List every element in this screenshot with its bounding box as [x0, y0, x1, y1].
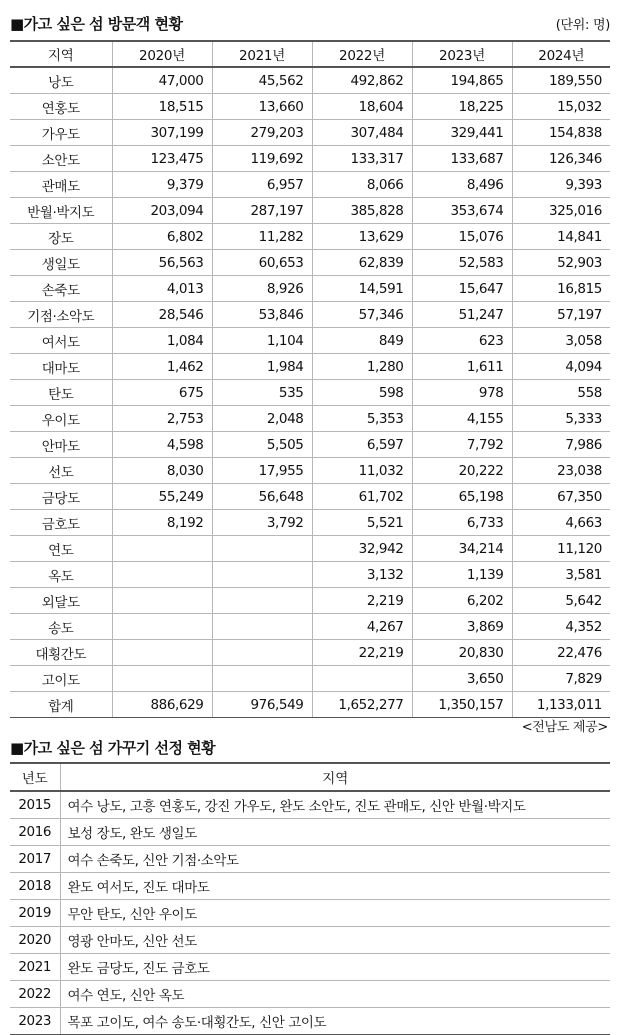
visitor-count-cell: 28,546 [112, 302, 212, 328]
visitor-count-cell: 3,132 [312, 562, 412, 588]
region-cell: 송도 [10, 614, 112, 640]
region-cell: 생일도 [10, 250, 112, 276]
visitor-count-cell: 4,094 [512, 354, 610, 380]
visitor-count-cell: 623 [412, 328, 512, 354]
table-row [10, 67, 610, 94]
visitor-count-cell: 287,197 [212, 198, 312, 224]
visitor-count-cell: 7,792 [412, 432, 512, 458]
visitor-count-cell: 133,687 [412, 146, 512, 172]
visitor-count-cell: 9,393 [512, 172, 610, 198]
region-cell: 낭도 [10, 67, 112, 94]
visitor-count-cell [112, 666, 212, 692]
region-cell: 관매도 [10, 172, 112, 198]
selection-section-header [10, 734, 610, 760]
table-row [10, 484, 610, 510]
visitor-count-cell: 8,192 [112, 510, 212, 536]
region-cell: 연도 [10, 536, 112, 562]
region-cell: 선도 [10, 458, 112, 484]
visitor-count-cell: 675 [112, 380, 212, 406]
visitor-count-cell: 325,016 [512, 198, 610, 224]
visitor-count-cell: 18,515 [112, 94, 212, 120]
visitor-count-cell: 5,353 [312, 406, 412, 432]
table-row [10, 302, 610, 328]
visitor-count-cell: 53,846 [212, 302, 312, 328]
visitor-count-cell: 2,753 [112, 406, 212, 432]
visitor-count-cell: 2,048 [212, 406, 312, 432]
visitor-count-cell: 7,986 [512, 432, 610, 458]
table-row [10, 614, 610, 640]
visitor-count-cell: 307,484 [312, 120, 412, 146]
table-row [10, 846, 610, 873]
total-label: 합계 [10, 692, 112, 718]
table-row [10, 146, 610, 172]
visitor-count-cell [112, 640, 212, 666]
visitors-table [10, 40, 610, 718]
visitor-count-cell [212, 562, 312, 588]
visitor-count-cell: 279,203 [212, 120, 312, 146]
table-row [10, 873, 610, 900]
table-row [10, 120, 610, 146]
year-cell: 2016 [10, 819, 60, 846]
visitor-count-cell: 492,862 [312, 67, 412, 94]
visitor-count-cell [212, 614, 312, 640]
visitor-count-cell [112, 588, 212, 614]
visitor-count-cell: 67,350 [512, 484, 610, 510]
total-value: 886,629 [112, 692, 212, 718]
table-row [10, 640, 610, 666]
visitor-count-cell [212, 588, 312, 614]
visitor-count-cell: 4,663 [512, 510, 610, 536]
visitor-count-cell: 3,650 [412, 666, 512, 692]
selected-areas-cell: 영광 안마도, 신안 선도 [60, 927, 610, 954]
visitor-count-cell: 14,841 [512, 224, 610, 250]
visitor-count-cell: 3,058 [512, 328, 610, 354]
table-row [10, 666, 610, 692]
table-row [10, 354, 610, 380]
visitors-section-header [10, 10, 610, 36]
visitor-count-cell: 56,648 [212, 484, 312, 510]
region-cell: 외달도 [10, 588, 112, 614]
region-cell: 옥도 [10, 562, 112, 588]
visitor-count-cell: 1,104 [212, 328, 312, 354]
region-cell: 가우도 [10, 120, 112, 146]
col-header-2024: 2024년 [512, 41, 610, 67]
year-cell: 2018 [10, 873, 60, 900]
visitor-count-cell: 57,346 [312, 302, 412, 328]
table-row [10, 588, 610, 614]
table-row [10, 791, 610, 819]
visitor-count-cell: 1,462 [112, 354, 212, 380]
year-cell: 2022 [10, 981, 60, 1008]
year-cell: 2015 [10, 791, 60, 819]
total-row [10, 692, 610, 718]
visitor-count-cell: 329,441 [412, 120, 512, 146]
visitor-count-cell: 598 [312, 380, 412, 406]
table-row [10, 276, 610, 302]
visitor-count-cell: 535 [212, 380, 312, 406]
visitor-count-cell: 8,066 [312, 172, 412, 198]
visitor-count-cell: 18,604 [312, 94, 412, 120]
table-row [10, 536, 610, 562]
selection-header-row [10, 763, 610, 791]
year-cell: 2021 [10, 954, 60, 981]
visitor-count-cell: 8,926 [212, 276, 312, 302]
visitor-count-cell: 62,839 [312, 250, 412, 276]
visitor-count-cell: 194,865 [412, 67, 512, 94]
visitor-count-cell: 119,692 [212, 146, 312, 172]
region-cell: 대횡간도 [10, 640, 112, 666]
region-cell: 소안도 [10, 146, 112, 172]
visitor-count-cell: 133,317 [312, 146, 412, 172]
visitor-count-cell: 6,733 [412, 510, 512, 536]
visitors-title: ■가고 싶은 섬 방문객 현황 [10, 14, 183, 33]
visitor-count-cell: 8,030 [112, 458, 212, 484]
visitor-count-cell [312, 666, 412, 692]
visitor-count-cell: 52,583 [412, 250, 512, 276]
col-header-areas: 지역 [60, 763, 610, 791]
col-header-2020: 2020년 [112, 41, 212, 67]
region-cell: 여서도 [10, 328, 112, 354]
visitor-count-cell: 154,838 [512, 120, 610, 146]
selected-areas-cell: 여수 낭도, 고흥 연홍도, 강진 가우도, 완도 소안도, 진도 관매도, 신안 반월·박지도 [60, 791, 610, 819]
visitor-count-cell: 11,120 [512, 536, 610, 562]
table-row [10, 250, 610, 276]
region-cell: 반월·박지도 [10, 198, 112, 224]
visitor-count-cell [112, 614, 212, 640]
visitors-table-body [10, 67, 610, 718]
visitor-count-cell: 385,828 [312, 198, 412, 224]
visitor-count-cell: 18,225 [412, 94, 512, 120]
table-row [10, 819, 610, 846]
visitor-count-cell: 57,197 [512, 302, 610, 328]
visitor-count-cell: 1,984 [212, 354, 312, 380]
visitor-count-cell: 4,155 [412, 406, 512, 432]
visitor-count-cell: 3,581 [512, 562, 610, 588]
year-cell: 2017 [10, 846, 60, 873]
col-header-2022: 2022년 [312, 41, 412, 67]
visitor-count-cell: 5,521 [312, 510, 412, 536]
table-row [10, 562, 610, 588]
visitor-count-cell: 16,815 [512, 276, 610, 302]
visitor-count-cell: 55,249 [112, 484, 212, 510]
visitor-count-cell: 353,674 [412, 198, 512, 224]
source-note: <전남도 제공> [521, 720, 608, 735]
visitor-count-cell: 32,942 [312, 536, 412, 562]
table-row [10, 224, 610, 250]
region-cell: 탄도 [10, 380, 112, 406]
visitor-count-cell [212, 536, 312, 562]
visitor-count-cell: 3,869 [412, 614, 512, 640]
selected-areas-cell: 무안 탄도, 신안 우이도 [60, 900, 610, 927]
visitor-count-cell: 4,598 [112, 432, 212, 458]
visitor-count-cell: 1,084 [112, 328, 212, 354]
selected-areas-cell: 여수 연도, 신안 옥도 [60, 981, 610, 1008]
visitor-count-cell: 189,550 [512, 67, 610, 94]
visitor-count-cell: 34,214 [412, 536, 512, 562]
total-value: 1,350,157 [412, 692, 512, 718]
selected-areas-cell: 완도 금당도, 진도 금호도 [60, 954, 610, 981]
visitor-count-cell: 51,247 [412, 302, 512, 328]
visitor-count-cell: 978 [412, 380, 512, 406]
selected-areas-cell: 보성 장도, 완도 생일도 [60, 819, 610, 846]
unit-label: (단위: 명) [555, 17, 610, 33]
visitor-count-cell: 14,591 [312, 276, 412, 302]
table-row [10, 510, 610, 536]
selected-areas-cell: 여수 손죽도, 신안 기점·소악도 [60, 846, 610, 873]
total-value: 1,133,011 [512, 692, 610, 718]
selected-areas-cell: 완도 여서도, 진도 대마도 [60, 873, 610, 900]
region-cell: 기점·소악도 [10, 302, 112, 328]
table-row [10, 458, 610, 484]
visitor-count-cell: 45,562 [212, 67, 312, 94]
visitor-count-cell: 5,505 [212, 432, 312, 458]
total-value: 1,652,277 [312, 692, 412, 718]
visitor-count-cell: 6,957 [212, 172, 312, 198]
visitor-count-cell: 8,496 [412, 172, 512, 198]
visitor-count-cell: 7,829 [512, 666, 610, 692]
region-cell: 우이도 [10, 406, 112, 432]
visitor-count-cell: 2,219 [312, 588, 412, 614]
visitor-count-cell [212, 640, 312, 666]
visitor-count-cell [112, 536, 212, 562]
visitors-header-row [10, 41, 610, 67]
year-cell: 2023 [10, 1008, 60, 1035]
visitor-count-cell: 307,199 [112, 120, 212, 146]
year-cell: 2020 [10, 927, 60, 954]
visitor-count-cell [112, 562, 212, 588]
visitor-count-cell: 11,032 [312, 458, 412, 484]
visitor-count-cell: 126,346 [512, 146, 610, 172]
visitor-count-cell: 65,198 [412, 484, 512, 510]
visitor-count-cell: 5,333 [512, 406, 610, 432]
visitor-count-cell: 11,282 [212, 224, 312, 250]
region-cell: 고이도 [10, 666, 112, 692]
col-header-region: 지역 [10, 41, 112, 67]
visitor-count-cell: 203,094 [112, 198, 212, 224]
table-row [10, 954, 610, 981]
visitor-count-cell [212, 666, 312, 692]
region-cell: 안마도 [10, 432, 112, 458]
table-row [10, 406, 610, 432]
region-cell: 장도 [10, 224, 112, 250]
col-header-2023: 2023년 [412, 41, 512, 67]
table-row [10, 981, 610, 1008]
visitor-count-cell: 20,830 [412, 640, 512, 666]
year-cell: 2019 [10, 900, 60, 927]
selection-table-body [10, 791, 610, 1035]
visitor-count-cell: 9,379 [112, 172, 212, 198]
visitor-count-cell: 15,032 [512, 94, 610, 120]
visitor-count-cell: 123,475 [112, 146, 212, 172]
visitor-count-cell: 6,597 [312, 432, 412, 458]
visitor-count-cell: 558 [512, 380, 610, 406]
region-cell: 대마도 [10, 354, 112, 380]
total-value: 976,549 [212, 692, 312, 718]
visitor-count-cell: 1,611 [412, 354, 512, 380]
visitor-count-cell: 47,000 [112, 67, 212, 94]
table-row [10, 380, 610, 406]
table-row [10, 172, 610, 198]
visitor-count-cell: 15,647 [412, 276, 512, 302]
table-row [10, 94, 610, 120]
table-row [10, 432, 610, 458]
visitor-count-cell: 15,076 [412, 224, 512, 250]
table-row [10, 328, 610, 354]
visitor-count-cell: 61,702 [312, 484, 412, 510]
col-header-year: 년도 [10, 763, 60, 791]
visitor-count-cell: 20,222 [412, 458, 512, 484]
visitor-count-cell: 1,280 [312, 354, 412, 380]
selection-table [10, 762, 610, 1035]
visitor-count-cell: 17,955 [212, 458, 312, 484]
visitor-count-cell: 60,653 [212, 250, 312, 276]
visitor-count-cell: 23,038 [512, 458, 610, 484]
visitor-count-cell: 849 [312, 328, 412, 354]
visitor-count-cell: 5,642 [512, 588, 610, 614]
visitor-count-cell: 13,660 [212, 94, 312, 120]
visitor-count-cell: 22,476 [512, 640, 610, 666]
selected-areas-cell: 목포 고이도, 여수 송도·대횡간도, 신안 고이도 [60, 1008, 610, 1035]
visitor-count-cell: 13,629 [312, 224, 412, 250]
visitor-count-cell: 1,139 [412, 562, 512, 588]
table-row [10, 198, 610, 224]
visitor-count-cell: 22,219 [312, 640, 412, 666]
region-cell: 연홍도 [10, 94, 112, 120]
visitor-count-cell: 6,802 [112, 224, 212, 250]
table-row [10, 927, 610, 954]
region-cell: 손죽도 [10, 276, 112, 302]
visitor-count-cell: 4,352 [512, 614, 610, 640]
col-header-2021: 2021년 [212, 41, 312, 67]
visitor-count-cell: 6,202 [412, 588, 512, 614]
region-cell: 금호도 [10, 510, 112, 536]
visitor-count-cell: 4,267 [312, 614, 412, 640]
region-cell: 금당도 [10, 484, 112, 510]
visitor-count-cell: 3,792 [212, 510, 312, 536]
table-row [10, 1008, 610, 1035]
table-row [10, 900, 610, 927]
selection-title: ■가고 싶은 섬 가꾸기 선정 현황 [10, 738, 216, 757]
visitor-count-cell: 52,903 [512, 250, 610, 276]
visitor-count-cell: 56,563 [112, 250, 212, 276]
visitor-count-cell: 4,013 [112, 276, 212, 302]
